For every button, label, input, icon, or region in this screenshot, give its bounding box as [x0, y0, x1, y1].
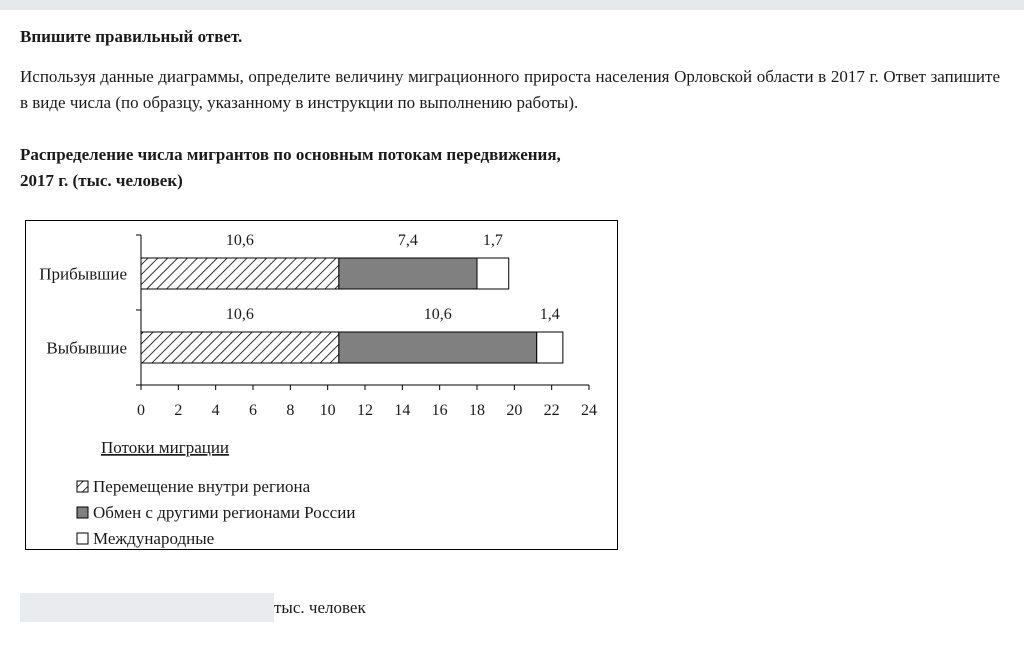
legend-swatch	[77, 481, 88, 492]
legend-label: Обмен с другими регионами России	[93, 503, 356, 522]
x-tick-label: 0	[137, 402, 145, 419]
task-question: Используя данные диаграммы, определите величину миграционного прироста населения Орловской области в 2017 г. Ответ запишите в виде числа (по образцу, указанному в инструкции по выполнению работы).	[20, 67, 1000, 112]
legend-label: Международные	[93, 529, 215, 548]
x-tick-label: 4	[211, 402, 220, 419]
legend-swatch	[77, 507, 88, 518]
x-tick-label: 10	[319, 402, 336, 419]
x-tick-label: 24	[581, 402, 597, 419]
x-tick-label: 22	[543, 402, 560, 419]
data-label: 1,4	[539, 306, 560, 323]
chart-title-line-2: 2017 г. (тыс. человек)	[20, 171, 183, 190]
data-label: 1,7	[482, 232, 503, 249]
bar-segment	[141, 258, 339, 289]
bar-segment	[141, 332, 339, 363]
legend-swatch	[77, 533, 88, 544]
x-tick-label: 16	[431, 402, 448, 419]
task-instruction: Впишите правильный ответ.	[20, 27, 243, 46]
answer-unit: тыс. человек	[274, 597, 366, 617]
chart-title	[20, 142, 1000, 194]
bar-segment	[339, 258, 477, 289]
bar-segment	[537, 332, 563, 363]
top-bar	[0, 0, 1024, 10]
category-label: Прибывшие	[39, 264, 127, 284]
x-tick-label: 6	[249, 402, 257, 419]
answer-row	[20, 593, 366, 622]
category-label: Выбывшие	[46, 338, 127, 358]
bar-segment	[339, 332, 537, 363]
data-label: 10,6	[225, 232, 254, 249]
x-axis-title: Потоки миграции	[101, 438, 230, 457]
x-tick-label: 8	[286, 402, 295, 419]
task-content	[20, 24, 1000, 194]
x-tick-label: 2	[174, 402, 183, 419]
bar-segment	[477, 258, 509, 289]
answer-input[interactable]	[20, 593, 274, 622]
data-label: 10,6	[225, 306, 254, 323]
x-tick-label: 20	[506, 402, 523, 419]
chart-title-line-1: Распределение числа мигрантов по основным потокам передвижения,	[20, 145, 561, 164]
data-label: 10,6	[423, 306, 452, 323]
x-tick-label: 18	[469, 402, 485, 419]
x-tick-label: 12	[357, 402, 373, 419]
migration-bar-chart	[26, 221, 617, 549]
legend-label: Перемещение внутри региона	[93, 477, 311, 496]
chart-frame	[25, 220, 618, 550]
x-tick-label: 14	[394, 402, 411, 419]
data-label: 7,4	[397, 232, 418, 249]
